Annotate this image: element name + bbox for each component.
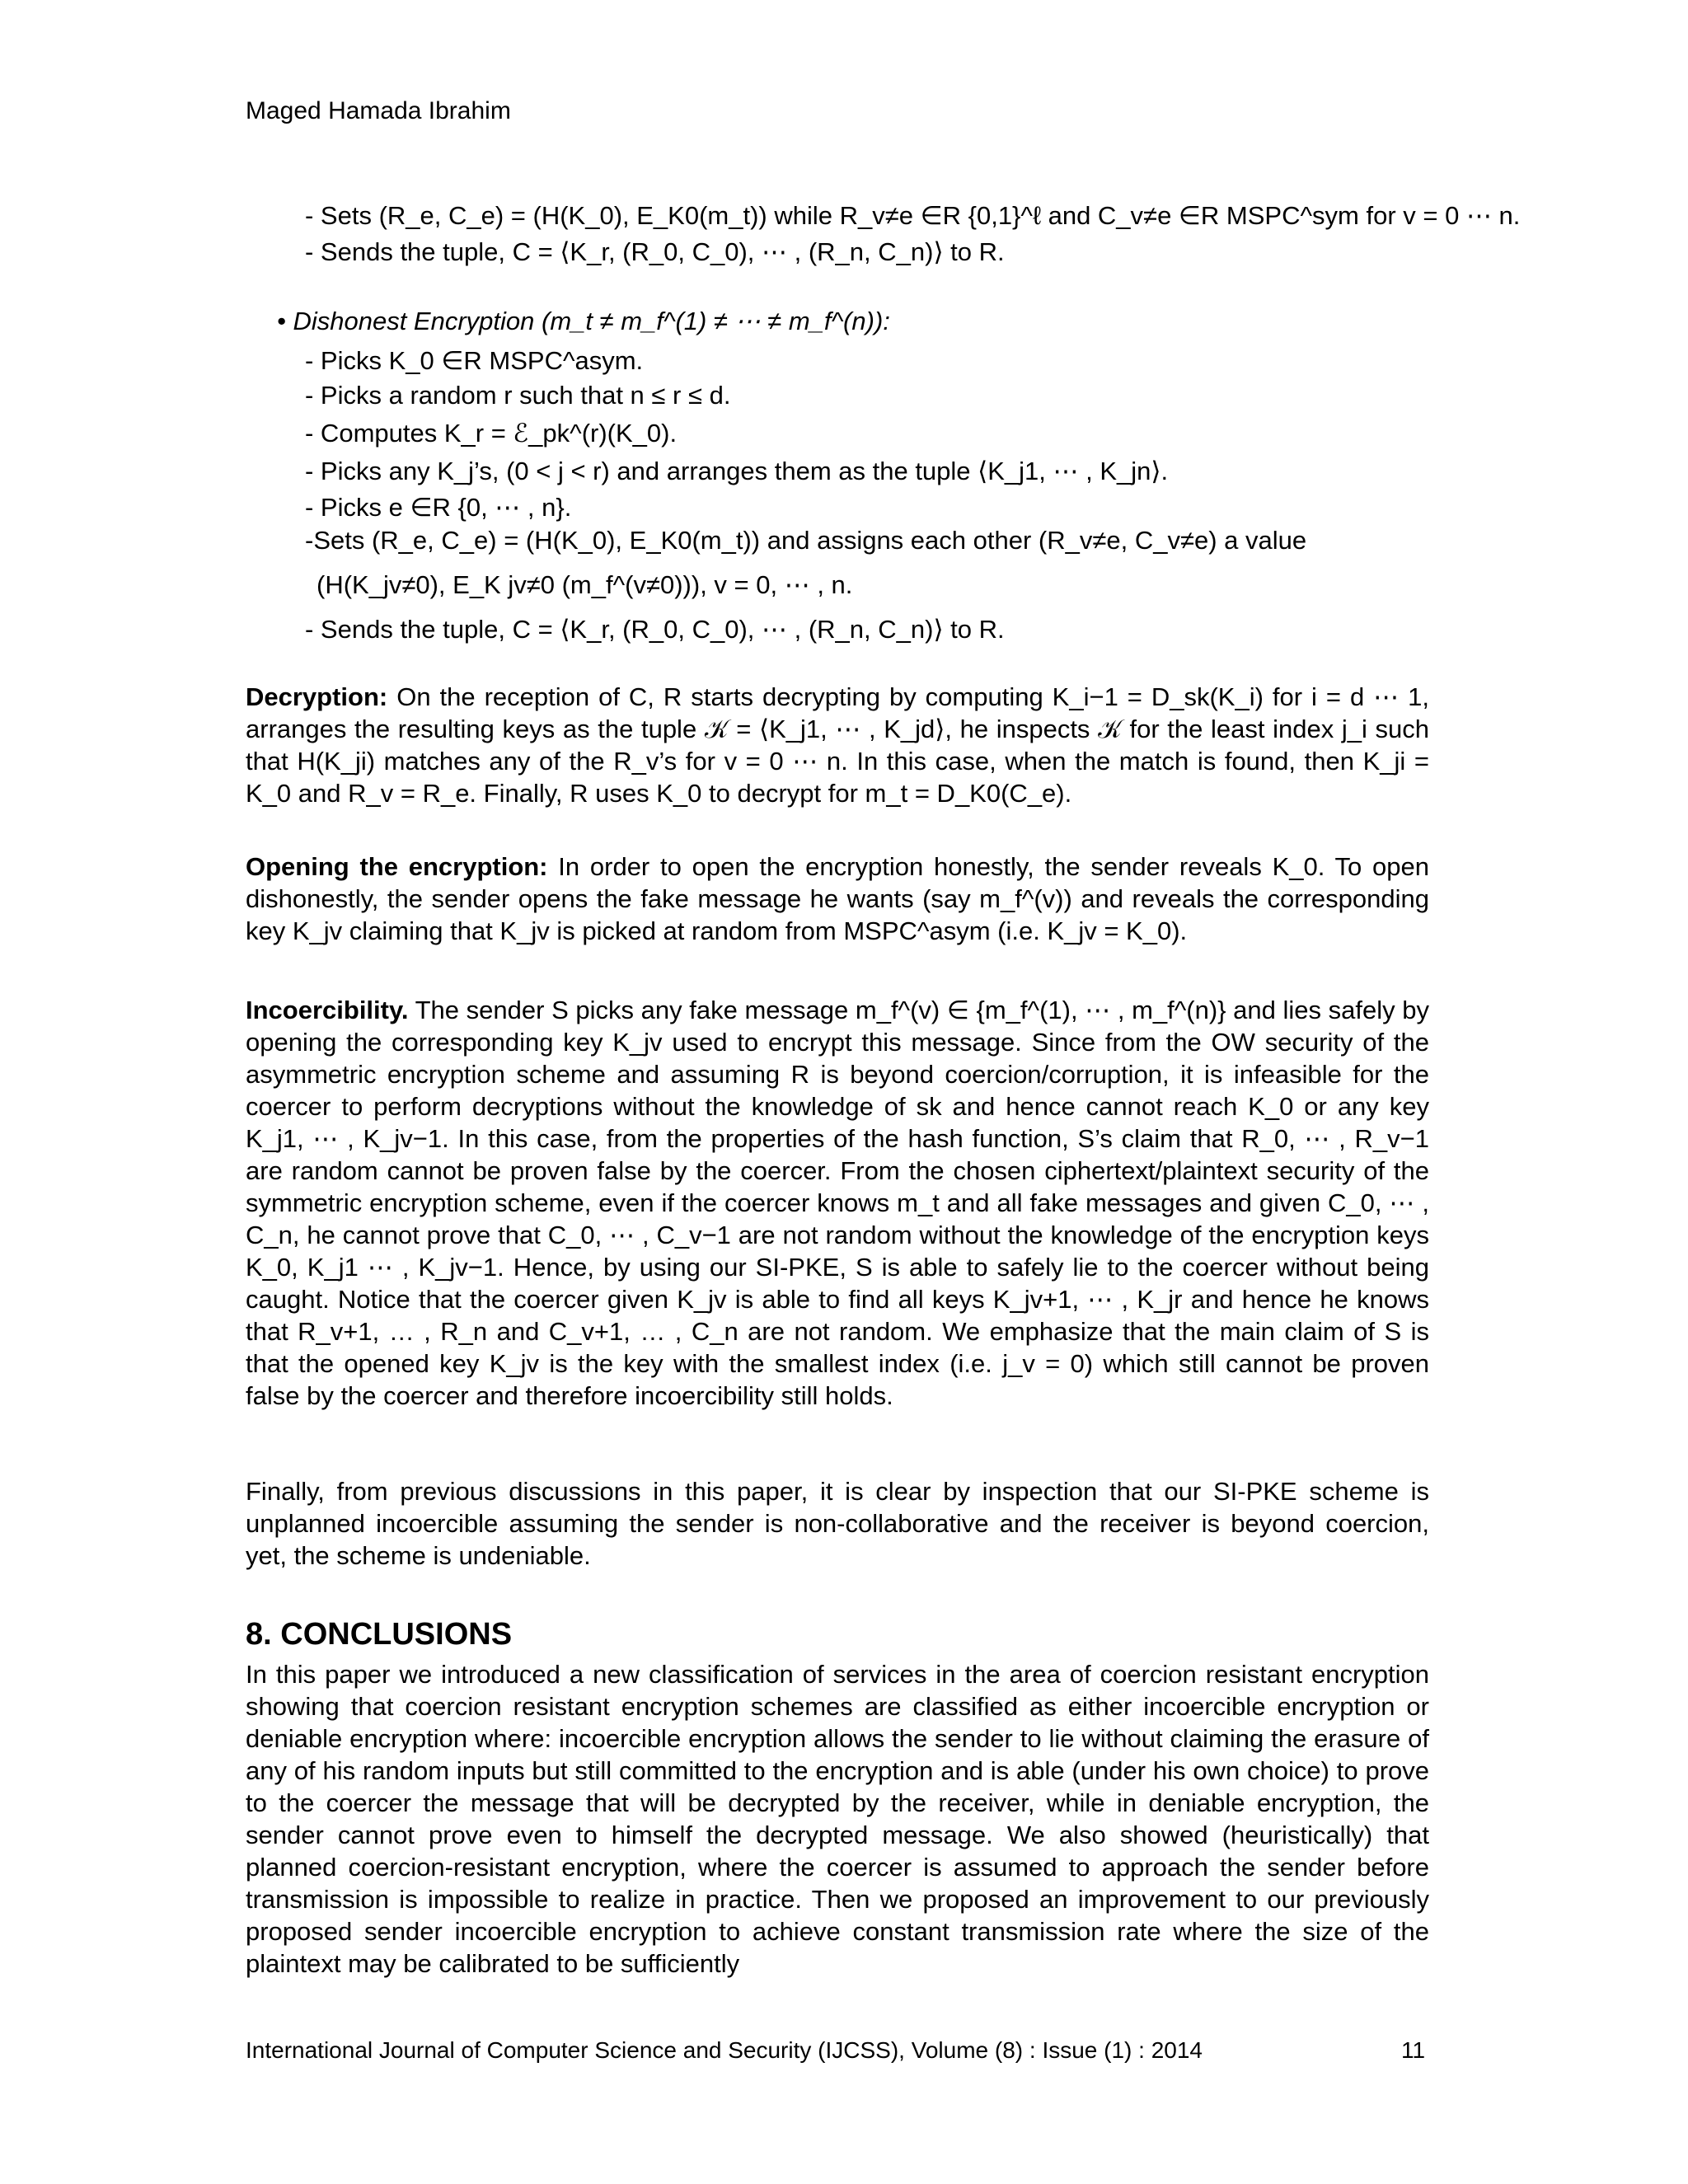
journal-footer: International Journal of Computer Science and Security (IJCSS), Volume (8) : Issue (1) : 2014 bbox=[246, 2037, 1203, 2063]
dishonest-step: - Computes K_r = ℰ_pk^(r)(K_0). bbox=[305, 419, 678, 448]
running-header-author: Maged Hamada Ibrahim bbox=[246, 97, 511, 124]
dishonest-encryption-title: • Dishonest Encryption (m_t ≠ m_f^(1) ≠ ⋯ ≠ m_f^(n)): bbox=[277, 307, 890, 335]
decryption-text: On the reception of C, R starts decrypting by computing K_i−1 = D_sk(K_i) for i = d ⋯ 1, arranges the resulting keys as the tuple 𝒦 = ⟨K_j1, ⋯ , K_jd⟩, he inspects 𝒦 for the least index j_i such that H(K_ji) matches any of the R_v’s for v = 0 ⋯ n. In this case, when the match is found, then K_ji = K_0 and R_v = R_e. Finally, R uses K_0 to decrypt for m_t = D_K0(C_e). bbox=[246, 682, 1429, 808]
opening-paragraph bbox=[246, 851, 1429, 947]
dishonest-step: - Sends the tuple, C = ⟨K_r, (R_0, C_0), ⋯ , (R_n, C_n)⟩ to R. bbox=[305, 615, 1005, 644]
decryption-label: Decryption: bbox=[246, 682, 388, 711]
section-heading: 8. CONCLUSIONS bbox=[246, 1617, 513, 1652]
incoercibility-paragraph bbox=[246, 994, 1429, 1412]
dishonest-step: - Picks e ∈R {0, ⋯ , n}. bbox=[305, 493, 572, 522]
dishonest-step: - Picks any K_j’s, (0 < j < r) and arranges them as the tuple ⟨K_j1, ⋯ , K_jn⟩. bbox=[305, 457, 1169, 485]
conclusions-paragraph: In this paper we introduced a new classification of services in the area of coercion resistant encryption showing that coercion resistant encryption schemes are classified as either incoercible encryption or deniable encryption where: incoercible encryption allows the sender to lie without claiming the erasure of any of his random inputs but still committed to the encryption and is able (under his own choice) to prove to the coercer the message that will be decrypted by the receiver, while in deniable encryption, the sender cannot prove even to himself the decrypted message. We also showed (heuristically) that planned coercion-resistant encryption, where the coercer is assumed to approach the sender before transmission is impossible to realize in practice. Then we proposed an improvement to our previously proposed sender incoercible encryption to achieve constant transmission rate where the size of the plaintext may be calibrated to be sufficiently bbox=[246, 1660, 1429, 1978]
dishonest-step: (H(K_jv≠0), E_K jv≠0 (m_f^(v≠0))), v = 0, ⋯ , n. bbox=[316, 570, 853, 599]
page-number: 11 bbox=[1401, 2037, 1426, 2063]
dishonest-step: - Picks a random r such that n ≤ r ≤ d. bbox=[305, 381, 731, 410]
honest-set-step: - Sets (R_e, C_e) = (H(K_0), E_K0(m_t)) while R_v≠e ∈R {0,1}^ℓ and C_v≠e ∈R MSPC^sym for v = 0 ⋯ n. bbox=[305, 201, 1521, 230]
dishonest-step: -Sets (R_e, C_e) = (H(K_0), E_K0(m_t)) and assigns each other (R_v≠e, C_v≠e) a value bbox=[305, 526, 1307, 555]
incoercibility-text: The sender S picks any fake message m_f^(v) ∈ {m_f^(1), ⋯ , m_f^(n)} and lies safely by opening the corresponding key K_jv used to encrypt this message. Since from the OW security of the asymmetric encryption scheme and assuming R is beyond coercion/corruption, it is infeasible for the coercer to perform decryptions without the knowledge of sk and hence cannot reach K_0 or any key K_j1, ⋯ , K_jv−1. In this case, from the properties of the hash function, S’s claim that R_0, ⋯ , R_v−1 are random cannot be proven false by the coercer. From the chosen ciphertext/plaintext security of the symmetric encryption scheme, even if the coercer knows m_t and all fake messages and given C_0, ⋯ , C_n, he cannot prove that C_0, ⋯ , C_v−1 are not random without the knowledge of the encryption keys K_0, K_j1 ⋯ , K_jv−1. Hence, by using our SI-PKE, S is able to safely lie to the coercer without being caught. Notice that the coercer given K_jv is able to find all keys K_jv+1, ⋯ , K_jr and hence he knows that R_v+1, … , R_n and C_v+1, … , C_n are not random. We emphasize that the main claim of S is that the opened key K_jv is the key with the smallest index (i.e. j_v = 0) which still cannot be proven false by the coercer and therefore incoercibility still holds. bbox=[246, 996, 1429, 1410]
incoercibility-label: Incoercibility. bbox=[246, 996, 409, 1024]
decryption-paragraph bbox=[246, 681, 1429, 809]
dishonest-step: - Picks K_0 ∈R MSPC^asym. bbox=[305, 346, 644, 375]
opening-text: In order to open the encryption honestly, the sender reveals K_0. To open dishonestly, the sender opens the fake message he wants (say m_f^(v)) and reveals the corresponding key K_jv claiming that K_jv is picked at random from MSPC^asym (i.e. K_jv = K_0). bbox=[246, 852, 1429, 945]
honest-send-step: - Sends the tuple, C = ⟨K_r, (R_0, C_0), ⋯ , (R_n, C_n)⟩ to R. bbox=[305, 237, 1005, 266]
opening-label: Opening the encryption: bbox=[246, 852, 548, 881]
finally-paragraph: Finally, from previous discussions in this paper, it is clear by inspection that our SI-PKE scheme is unplanned incoercible assuming the sender is non-collaborative and the receiver is beyond coercion, yet, the scheme is undeniable. bbox=[246, 1477, 1429, 1570]
